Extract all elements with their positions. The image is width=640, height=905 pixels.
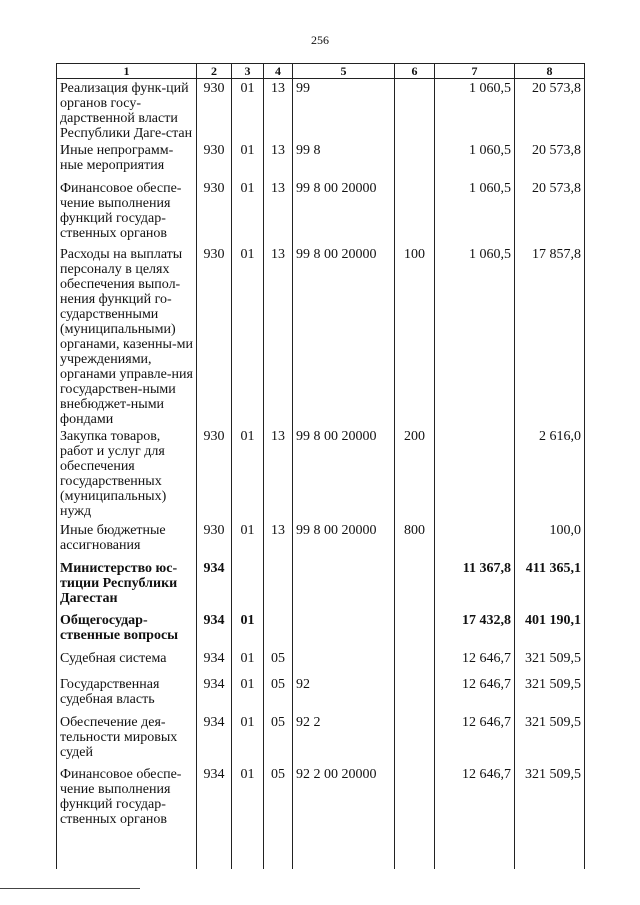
target-article-cell: 92 bbox=[293, 675, 395, 713]
target-article-cell bbox=[293, 559, 395, 611]
item-name-cell: Судебная система bbox=[57, 649, 197, 675]
amount-total-cell: 100,0 bbox=[515, 521, 585, 559]
target-article-cell: 92 2 00 20000 bbox=[293, 765, 395, 827]
subsection-code-cell: 13 bbox=[264, 79, 293, 142]
section-code-cell bbox=[232, 559, 264, 611]
subsection-code-cell: 13 bbox=[264, 245, 293, 427]
amount-change-cell: 17 432,8 bbox=[435, 611, 515, 649]
expense-type-cell bbox=[395, 559, 435, 611]
section-code-cell: 01 bbox=[232, 245, 264, 427]
table-row bbox=[57, 649, 585, 675]
empty-cell bbox=[197, 827, 232, 869]
subsection-code-cell: 05 bbox=[264, 765, 293, 827]
amount-total-cell: 2 616,0 bbox=[515, 427, 585, 521]
amount-total-cell: 321 509,5 bbox=[515, 649, 585, 675]
amount-total-cell: 20 573,8 bbox=[515, 79, 585, 142]
ministry-code-cell: 930 bbox=[197, 245, 232, 427]
table-row bbox=[57, 713, 585, 765]
section-code-cell: 01 bbox=[232, 179, 264, 245]
expense-type-cell: 200 bbox=[395, 427, 435, 521]
table-row bbox=[57, 611, 585, 649]
empty-cell bbox=[293, 827, 395, 869]
column-header: 8 bbox=[515, 64, 585, 79]
amount-total-cell: 401 190,1 bbox=[515, 611, 585, 649]
table-row bbox=[57, 179, 585, 245]
ministry-code-cell: 930 bbox=[197, 179, 232, 245]
amount-total-cell: 20 573,8 bbox=[515, 179, 585, 245]
amount-total-cell: 321 509,5 bbox=[515, 713, 585, 765]
item-name-cell: Обеспечение дея-тельности мировых судей bbox=[57, 713, 197, 765]
amount-total-cell: 321 509,5 bbox=[515, 675, 585, 713]
expense-type-cell bbox=[395, 79, 435, 142]
subsection-code-cell bbox=[264, 559, 293, 611]
section-code-cell: 01 bbox=[232, 427, 264, 521]
expense-type-cell bbox=[395, 675, 435, 713]
subsection-code-cell: 05 bbox=[264, 649, 293, 675]
column-header: 4 bbox=[264, 64, 293, 79]
section-code-cell: 01 bbox=[232, 141, 264, 179]
expense-type-cell bbox=[395, 713, 435, 765]
expense-type-cell bbox=[395, 179, 435, 245]
amount-total-cell: 20 573,8 bbox=[515, 141, 585, 179]
target-article-cell: 92 2 bbox=[293, 713, 395, 765]
amount-total-cell: 411 365,1 bbox=[515, 559, 585, 611]
amount-total-cell: 321 509,5 bbox=[515, 765, 585, 827]
column-header: 7 bbox=[435, 64, 515, 79]
amount-change-cell: 11 367,8 bbox=[435, 559, 515, 611]
column-header: 3 bbox=[232, 64, 264, 79]
amount-change-cell bbox=[435, 427, 515, 521]
target-article-cell: 99 bbox=[293, 79, 395, 142]
section-code-cell: 01 bbox=[232, 765, 264, 827]
subsection-code-cell bbox=[264, 611, 293, 649]
subsection-code-cell: 05 bbox=[264, 713, 293, 765]
column-header: 2 bbox=[197, 64, 232, 79]
section-code-cell: 01 bbox=[232, 79, 264, 142]
empty-cell bbox=[395, 827, 435, 869]
item-name-cell: Финансовое обеспе-чение выполнения функций государ-ственных органов bbox=[57, 765, 197, 827]
column-header: 5 bbox=[293, 64, 395, 79]
empty-cell bbox=[515, 827, 585, 869]
ministry-code-cell: 930 bbox=[197, 521, 232, 559]
ministry-code-cell: 934 bbox=[197, 713, 232, 765]
amount-change-cell: 1 060,5 bbox=[435, 141, 515, 179]
target-article-cell: 99 8 00 20000 bbox=[293, 179, 395, 245]
empty-cell bbox=[435, 827, 515, 869]
ministry-code-cell: 934 bbox=[197, 675, 232, 713]
footer-divider bbox=[0, 888, 140, 889]
section-code-cell: 01 bbox=[232, 713, 264, 765]
ministry-code-cell: 934 bbox=[197, 765, 232, 827]
item-name-cell: Иные непрограмм-ные мероприятия bbox=[57, 141, 197, 179]
amount-change-cell: 1 060,5 bbox=[435, 179, 515, 245]
subsection-code-cell: 13 bbox=[264, 179, 293, 245]
ministry-code-cell: 934 bbox=[197, 559, 232, 611]
table-row bbox=[57, 559, 585, 611]
expense-type-cell: 100 bbox=[395, 245, 435, 427]
target-article-cell bbox=[293, 649, 395, 675]
expense-type-cell: 800 bbox=[395, 521, 435, 559]
table-header-row bbox=[57, 64, 585, 79]
amount-total-cell: 17 857,8 bbox=[515, 245, 585, 427]
expense-type-cell bbox=[395, 765, 435, 827]
expense-type-cell bbox=[395, 649, 435, 675]
amount-change-cell: 12 646,7 bbox=[435, 713, 515, 765]
empty-cell bbox=[264, 827, 293, 869]
item-name-cell: Реализация функ-ций органов госу-дарственной власти Республики Даге-стан bbox=[57, 79, 197, 142]
table-row bbox=[57, 141, 585, 179]
ministry-code-cell: 930 bbox=[197, 427, 232, 521]
amount-change-cell: 12 646,7 bbox=[435, 765, 515, 827]
column-header: 6 bbox=[395, 64, 435, 79]
budget-table bbox=[56, 63, 585, 869]
subsection-code-cell: 05 bbox=[264, 675, 293, 713]
page-number: 256 bbox=[311, 33, 329, 47]
table-row bbox=[57, 79, 585, 142]
table-row bbox=[57, 521, 585, 559]
ministry-code-cell: 934 bbox=[197, 611, 232, 649]
target-article-cell bbox=[293, 611, 395, 649]
section-code-cell: 01 bbox=[232, 521, 264, 559]
amount-change-cell: 1 060,5 bbox=[435, 245, 515, 427]
table-row bbox=[57, 427, 585, 521]
item-name-cell: Министерство юс-тиции Республики Дагестан bbox=[57, 559, 197, 611]
amount-change-cell bbox=[435, 521, 515, 559]
empty-cell bbox=[57, 827, 197, 869]
subsection-code-cell: 13 bbox=[264, 141, 293, 179]
ministry-code-cell: 930 bbox=[197, 141, 232, 179]
amount-change-cell: 12 646,7 bbox=[435, 675, 515, 713]
target-article-cell: 99 8 bbox=[293, 141, 395, 179]
table-row bbox=[57, 245, 585, 427]
amount-change-cell: 1 060,5 bbox=[435, 79, 515, 142]
subsection-code-cell: 13 bbox=[264, 521, 293, 559]
section-code-cell: 01 bbox=[232, 611, 264, 649]
ministry-code-cell: 934 bbox=[197, 649, 232, 675]
section-code-cell: 01 bbox=[232, 649, 264, 675]
item-name-cell: Закупка товаров, работ и услуг для обеспечения государственных (муниципальных) нужд bbox=[57, 427, 197, 521]
subsection-code-cell: 13 bbox=[264, 427, 293, 521]
item-name-cell: Иные бюджетные ассигнования bbox=[57, 521, 197, 559]
amount-change-cell: 12 646,7 bbox=[435, 649, 515, 675]
item-name-cell: Расходы на выплаты персоналу в целях обеспечения выпол-нения функций го-сударственными (муниципальными) органами, казенны-ми учреждениями, органами управле-ния государствен-ными внебюджет-ными фондами bbox=[57, 245, 197, 427]
target-article-cell: 99 8 00 20000 bbox=[293, 521, 395, 559]
table-row bbox=[57, 675, 585, 713]
section-code-cell: 01 bbox=[232, 675, 264, 713]
target-article-cell: 99 8 00 20000 bbox=[293, 427, 395, 521]
ministry-code-cell: 930 bbox=[197, 79, 232, 142]
item-name-cell: Финансовое обеспе-чение выполнения функций государ-ственных органов bbox=[57, 179, 197, 245]
item-name-cell: Общегосудар-ственные вопросы bbox=[57, 611, 197, 649]
expense-type-cell bbox=[395, 611, 435, 649]
table-row-empty bbox=[57, 827, 585, 869]
empty-cell bbox=[232, 827, 264, 869]
item-name-cell: Государственная судебная власть bbox=[57, 675, 197, 713]
column-header: 1 bbox=[57, 64, 197, 79]
table-row bbox=[57, 765, 585, 827]
target-article-cell: 99 8 00 20000 bbox=[293, 245, 395, 427]
expense-type-cell bbox=[395, 141, 435, 179]
